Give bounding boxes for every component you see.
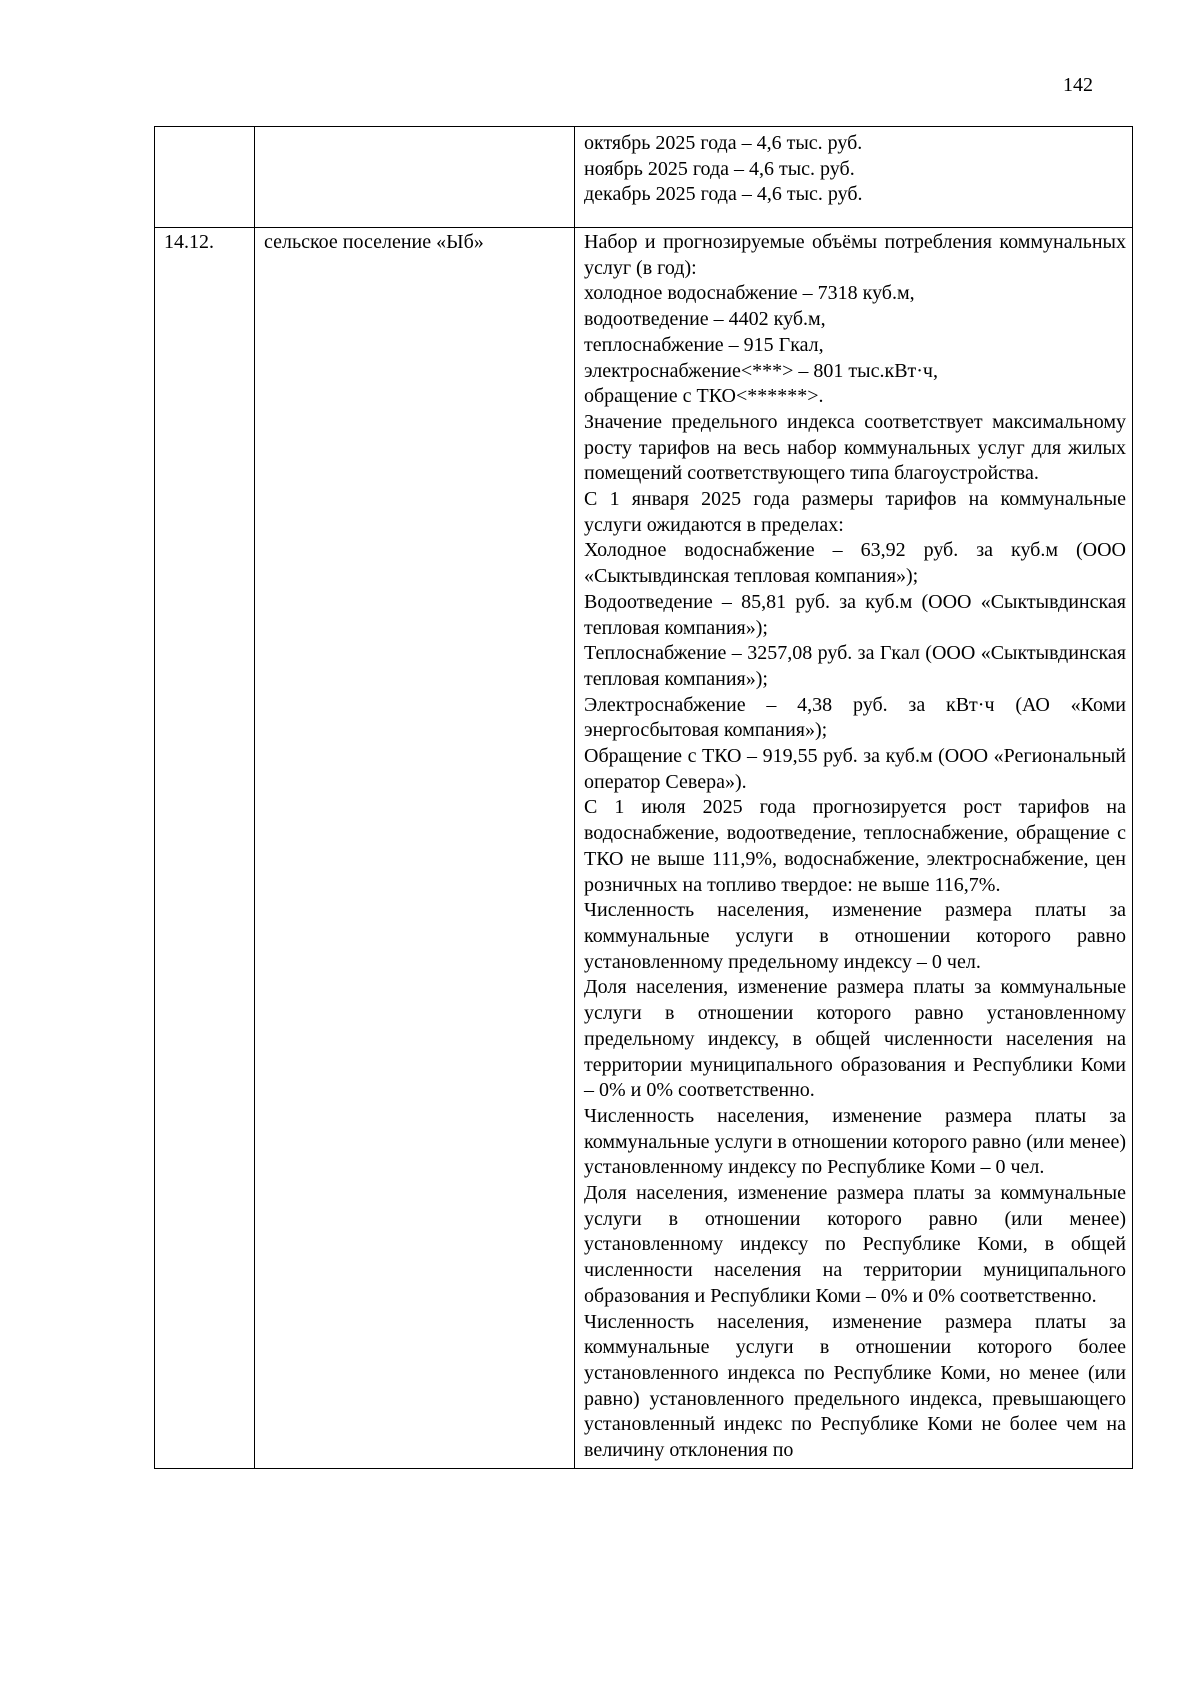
paragraph: Теплоснабжение – 3257,08 руб. за Гкал (ООО «Сыктывдинская тепловая компания»); xyxy=(584,642,1126,690)
settlement-cell-empty xyxy=(255,127,575,228)
paragraph: Доля населения, изменение размера платы за коммунальные услуги в отношении которого равно установленному предельному индексу, в общей численности населения на территории муниципального образования и Республики Коми – 0% и 0% соответственно. xyxy=(584,976,1126,1102)
number-cell-empty xyxy=(155,127,255,228)
paragraph: Обращение с ТКО – 919,55 руб. за куб.м (ООО «Региональный оператор Севера»). xyxy=(584,745,1126,793)
text-line: октябрь 2025 года – 4,6 тыс. руб. xyxy=(584,132,863,154)
tariff-table xyxy=(154,126,1133,1469)
description-cell xyxy=(575,228,1133,1469)
text-line: декабрь 2025 года – 4,6 тыс. руб. xyxy=(584,183,863,206)
table-row xyxy=(155,228,1133,1469)
paragraph: Численность населения, изменение размера платы за коммунальные услуги в отношении которого равно (или менее) установленному индексу по Республике Коми – 0 чел. xyxy=(584,1104,1126,1179)
paragraph: Электроснабжение – 4,38 руб. за кВт·ч (АО «Коми энергосбытовая компания»); xyxy=(584,693,1126,742)
table-row-continuation xyxy=(155,127,1133,228)
paragraph: электроснабжение<***> – 801 тыс.кВт·ч, xyxy=(584,359,938,382)
paragraph: Доля населения, изменение размера платы за коммунальные услуги в отношении которого равно (или менее) установленному индексу по Республике Коми, в общей численности населения на территории муниципального образования и Республики Коми – 0% и 0% соответственно. xyxy=(584,1182,1126,1307)
paragraph: Значение предельного индекса соответствует максимальному росту тарифов на весь набор коммунальных услуг для жилых помещений соответствующего типа благоустройства. xyxy=(584,410,1126,485)
paragraph: Численность населения, изменение размера платы за коммунальные услуги в отношении которого более установленного индекса по Республике Коми, но менее (или равно) установленного предельного индекса, превышающего установленный индекс по Республике Коми не более чем на величину отклонения по xyxy=(584,1310,1126,1462)
paragraph: холодное водоснабжение – 7318 куб.м, xyxy=(584,282,915,305)
paragraph: Водоотведение – 85,81 руб. за куб.м (ООО «Сыктывдинская тепловая компания»); xyxy=(584,590,1126,639)
paragraph: теплоснабжение – 915 Гкал, xyxy=(584,333,824,356)
paragraph: Холодное водоснабжение – 63,92 руб. за куб.м (ООО «Сыктывдинская тепловая компания»); xyxy=(584,539,1126,588)
paragraph: С 1 июля 2025 года прогнозируется рост тарифов на водоснабжение, водоотведение, теплоснабжение, обращение с ТКО не выше 111,9%, водоснабжение, электроснабжение, цен розничных на топливо твердое: не выше 116,7%. xyxy=(584,796,1126,896)
description-cell xyxy=(575,127,1133,228)
paragraph: Набор и прогнозируемые объёмы потребления коммунальных услуг (в год): xyxy=(584,231,1126,279)
settlement-name: сельское поселение «Ыб» xyxy=(255,228,575,1469)
paragraph: Численность населения, изменение размера платы за коммунальные услуги в отношении которого равно установленному предельному индексу – 0 чел. xyxy=(584,899,1126,973)
paragraph: обращение с ТКО<******>. xyxy=(584,385,824,408)
paragraph: С 1 января 2025 года размеры тарифов на коммунальные услуги ожидаются в пределах: xyxy=(584,488,1126,536)
row-number: 14.12. xyxy=(155,228,255,1469)
text-line: ноябрь 2025 года – 4,6 тыс. руб. xyxy=(584,157,855,180)
page-number: 142 xyxy=(1063,74,1093,96)
paragraph: водоотведение – 4402 куб.м, xyxy=(584,308,826,331)
